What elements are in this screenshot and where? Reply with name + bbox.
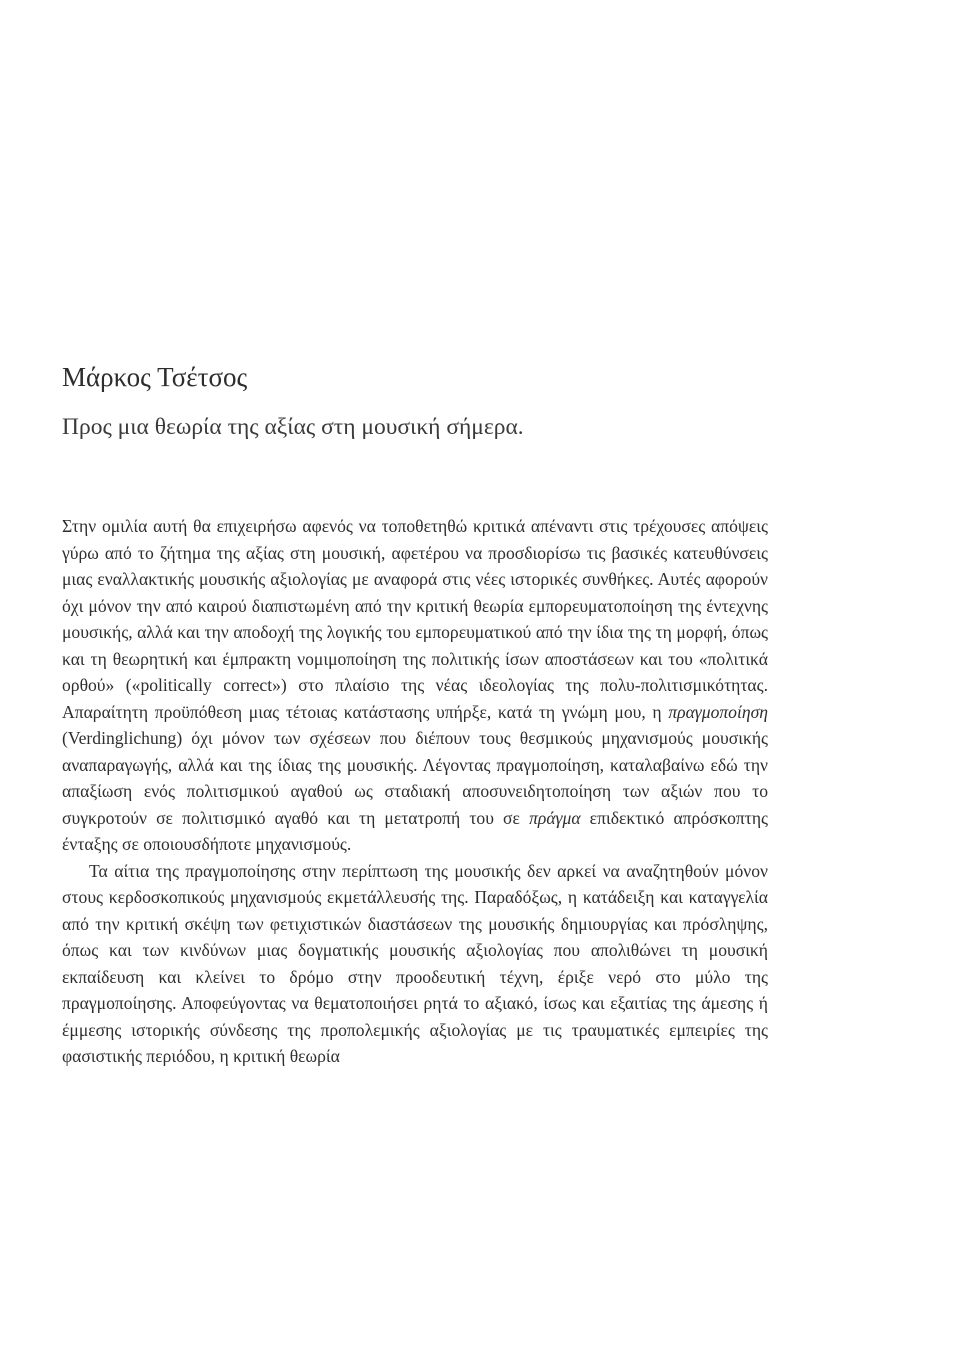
author-name: Μάρκος Τσέτσος bbox=[62, 362, 248, 392]
article-title: Προς μια θεωρία της αξίας στη μουσική σήμερα. bbox=[62, 414, 524, 440]
paragraph-1-text-a: Στην ομιλία αυτή θα επιχειρήσω αφενός να τοποθετηθώ κριτικά απέναντι στις τρέχουσες απόψεις γύρω από το ζήτημα της αξίας στη μουσική, αφετέρου να προσδιορίσω τις βασικές κατευθύνσεις μιας εναλλακτικής μουσικής αξιολογίας με αναφορά στις νέες ιστορικές συνθήκες. Αυτές αφορούν όχι μόνον την από καιρού διαπιστωμένη από την κριτική θεωρία εμπορευματοποίηση της έντεχνης μουσικής, αλλά και την αποδοχή της λογικής του εμπορευματικού από την ίδια της τη μορφή, όπως και τη θεωρητική και έμπρακτη νομιμοποίηση της πολιτικής ίσων αποστάσεων και του «πολιτικά ορθού» («politically correct») στο πλαίσιο της νέας ιδεολογίας της πολυ-πολιτισμικότητας. Απαραίτητη προϋπόθεση μιας τέτοιας κατάστασης υπήρξε, κατά τη γνώμη μου, η bbox=[62, 516, 768, 722]
paragraph-1-text-c: επιδεκτικό απρόσκοπτης ένταξης σε οποιουσδήποτε μηχανισμούς. bbox=[62, 807, 768, 854]
paragraph-2: Τα αίτια της πραγμοποίησης στην περίπτωση της μουσικής δεν αρκεί να αναζητηθούν μόνον στους κερδοσκοπικούς μηχανισμούς εκμετάλλευσής της. Παραδόξως, η κατάδειξη και καταγγελία από την κριτική σκέψη των φετιχιστικών διαστάσεων της μουσικής δημιουργίας και πρόσληψης, όπως και των κινδύνων μιας δογματικής μουσικής αξιολογίας που απολιθώνει τη μουσική εκπαίδευση και κλείνει το δρόμο στην προοδευτική τέχνη, έριξε νερό στο μύλο της πραγμοποίησης. Αποφεύγοντας να θεματοποιήσει ρητά το αξιακό, ίσως και εξαιτίας της άμεσης ή έμμεσης ιστορικής σύνδεσης της προπολεμικής αξιολογίας με τις τραυματικές εμπειρίες της φασιστικής περιόδου, η κριτική θεωρία bbox=[62, 860, 768, 1066]
emphasis-pragma: πράγμα bbox=[529, 807, 581, 828]
article-body bbox=[62, 513, 768, 1070]
paragraph-1-text-b: (Verdinglichung) όχι μόνον των σχέσεων που διέπουν τους θεσμικούς μηχανισμούς μουσικής αναπαραγωγής, αλλά και της ίδιας της μουσικής. Λέγοντας πραγμοποίηση, καταλαβαίνω εδώ την απαξίωση ενός πολιτισμικού αγαθού ως σταδιακή αποσυνειδητοποίηση των αξιών που το συγκροτούν σε πολιτισμικό αγαθό και τη μετατροπή του σε bbox=[62, 728, 768, 828]
paragraph-1 bbox=[62, 513, 768, 858]
emphasis-pragmopoiisi: πραγμοποίηση bbox=[668, 701, 768, 722]
